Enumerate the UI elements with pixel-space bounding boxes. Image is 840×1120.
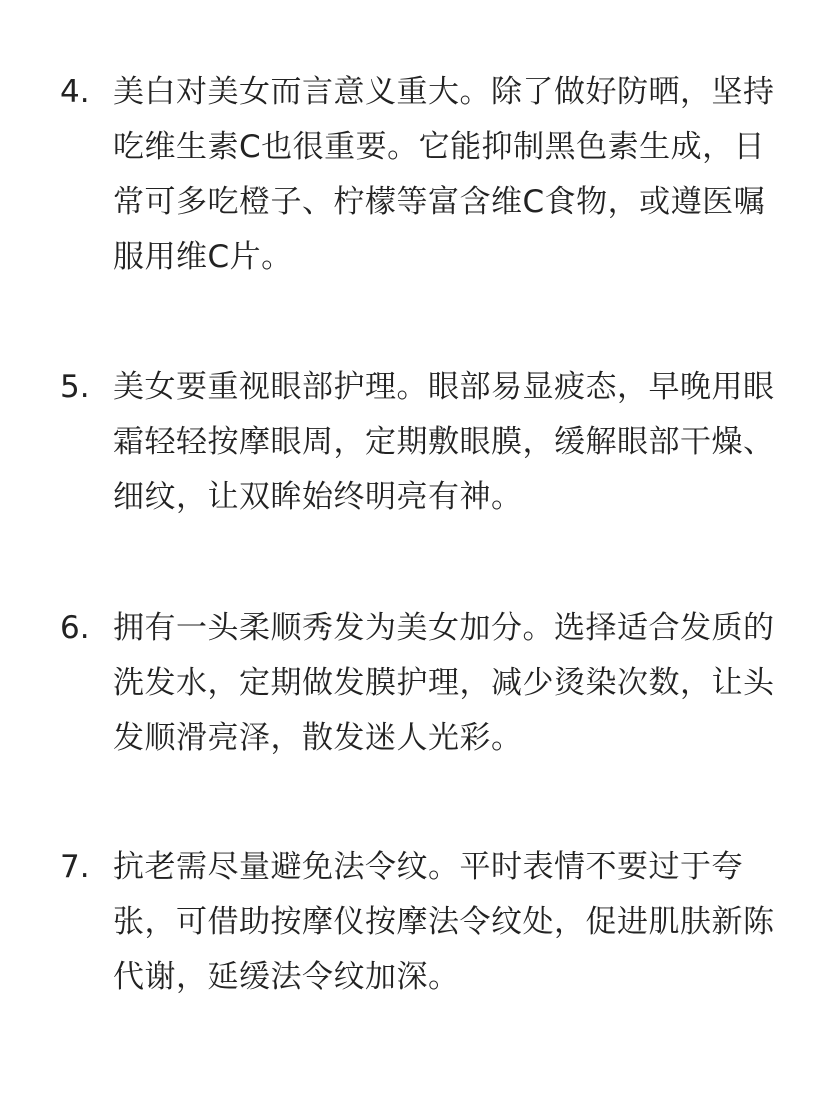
tip-number: 4.	[60, 74, 90, 110]
tip-item	[60, 360, 790, 525]
tip-item	[60, 65, 790, 285]
tip-text: 美白对美女而言意义重大。除了做好防晒，坚持吃维生素C也很重要。它能抑制黑色素生成，日常可多吃橙子、柠檬等富含维C食物，或遵医嘱服用维C片。	[113, 74, 775, 275]
tip-item	[60, 601, 790, 766]
tip-number: 5.	[60, 369, 90, 405]
tip-item	[60, 840, 790, 1005]
tip-text: 抗老需尽量避免法令纹。平时表情不要过于夸张，可借助按摩仪按摩法令纹处，促进肌肤新陈代谢，延缓法令纹加深。	[113, 849, 775, 995]
tip-number: 6.	[60, 610, 90, 646]
tip-number: 7.	[60, 849, 90, 885]
tip-text: 美女要重视眼部护理。眼部易显疲态，早晚用眼霜轻轻按摩眼周，定期敷眼膜，缓解眼部干燥、细纹，让双眸始终明亮有神。	[113, 369, 775, 515]
tip-text: 拥有一头柔顺秀发为美女加分。选择适合发质的洗发水，定期做发膜护理，减少烫染次数，让头发顺滑亮泽，散发迷人光彩。	[113, 610, 775, 756]
